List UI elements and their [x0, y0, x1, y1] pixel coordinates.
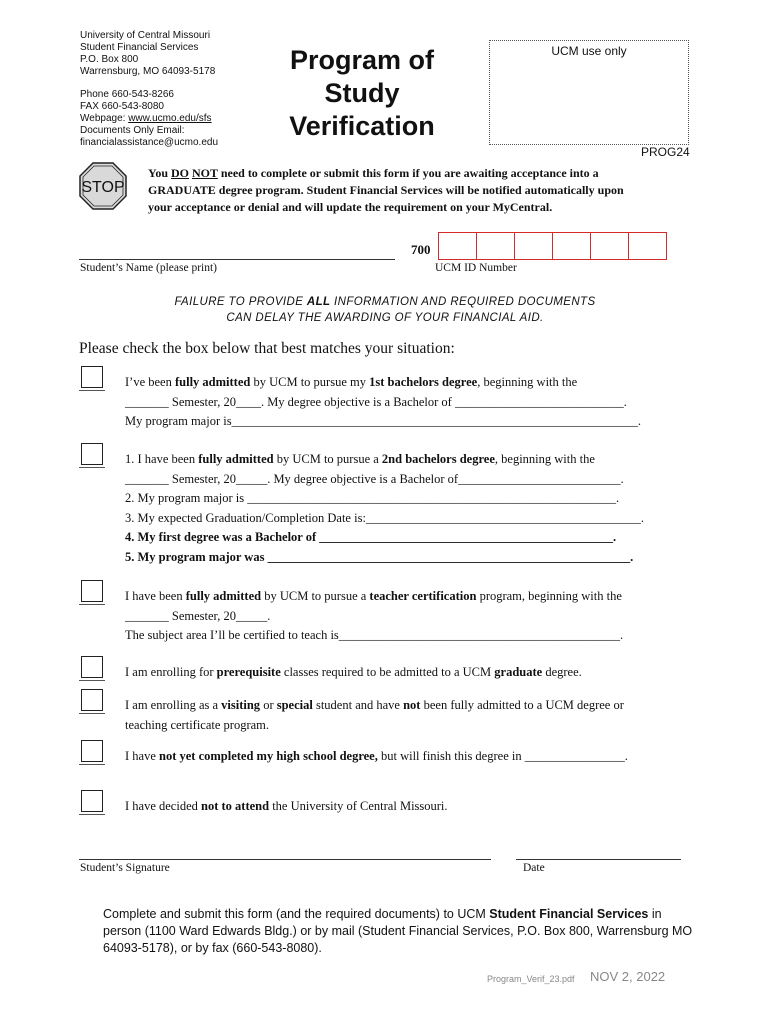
address-line: Student Financial Services — [80, 42, 199, 53]
submission-instructions: Complete and submit this form (and the required documents) to UCM Student Financial Services in person (1100 Ward Edwards Bldg.) or by mail (Student Financial Services, P.O. Box 800, Warrensburg MO 64093-5178), or by fax (660-543-8080). — [103, 907, 693, 955]
address-line: Warrensburg, MO 64093-5178 — [80, 66, 216, 77]
stop-notice: You DO NOT need to complete or submit this form if you are awaiting acceptance into a GRADUATE degree program. Student Financial Services will be notified automatically upon your acceptance or denial and will update the requirement on your MyCentral. — [148, 166, 624, 214]
checkbox-teacher-certification[interactable] — [81, 580, 103, 602]
id-digit-cell[interactable] — [515, 233, 553, 259]
option-teacher-certification: I have been fully admitted by UCM to pursue a teacher certification program, beginning with the _______ Semester, 20_____. The subject area I’ll be certified to teach is_____________________________________________. — [125, 589, 624, 642]
id-digit-cell[interactable] — [629, 233, 666, 259]
checkbox-prerequisite[interactable] — [81, 656, 103, 678]
option-first-bachelors: I’ve been fully admitted by UCM to pursue my 1st bachelors degree, beginning with the _______ Semester, 20____. My degree objective is a Bachelor of ___________________________. My program major is_________________________________________________________________. — [125, 375, 641, 428]
checkbox-baseline — [79, 604, 105, 605]
file-name: Program_Verif_23.pdf — [487, 974, 575, 984]
signature-field[interactable] — [79, 859, 491, 860]
id-digit-cell[interactable] — [477, 233, 515, 259]
checkbox-not-attending[interactable] — [81, 790, 103, 812]
option-not-attending: I have decided not to attend the University of Central Missouri. — [125, 799, 448, 813]
checkbox-baseline — [79, 467, 105, 468]
ucm-use-only-box — [489, 40, 689, 145]
checkbox-baseline — [79, 390, 105, 391]
checkbox-visiting-special[interactable] — [81, 689, 103, 711]
email[interactable]: financialassistance@ucmo.edu — [80, 137, 219, 148]
documents-email-label: Documents Only Email: — [80, 125, 185, 136]
address-line: University of Central Missouri — [80, 30, 211, 41]
option-high-school: I have not yet completed my high school degree, but will finish this degree in ________________. — [125, 749, 628, 763]
form-code: PROG24 — [641, 145, 690, 159]
contact-info — [80, 30, 218, 149]
option-visiting-special: I am enrolling as a visiting or special student and have not been fully admitted to a UCM degree or teaching certificate program. — [125, 698, 624, 732]
id-digit-cell[interactable] — [553, 233, 591, 259]
id-digit-cell[interactable] — [591, 233, 629, 259]
id-digit-cell[interactable] — [439, 233, 477, 259]
checkbox-second-bachelors[interactable] — [81, 443, 103, 465]
checkbox-high-school[interactable] — [81, 740, 103, 762]
checkbox-first-bachelors[interactable] — [81, 366, 103, 388]
revision-date: NOV 2, 2022 — [590, 969, 666, 984]
stop-sign-icon — [79, 162, 127, 210]
student-name-label: Student’s Name (please print) — [80, 262, 218, 274]
date-field[interactable] — [516, 859, 681, 860]
student-name-field[interactable] — [79, 259, 395, 260]
checkbox-baseline — [79, 680, 105, 681]
page-title: Program of Study Verification — [289, 45, 435, 141]
ucm-id-label: UCM ID Number — [435, 262, 517, 274]
id-prefix: 700 — [411, 242, 431, 257]
checkbox-baseline — [79, 713, 105, 714]
instructions-prompt: Please check the box below that best matches your situation: — [79, 340, 455, 357]
signature-label: Student’s Signature — [80, 862, 170, 874]
fax: FAX 660-543-8080 — [80, 101, 164, 112]
ucm-use-only-label: UCM use only — [551, 44, 627, 58]
option-prerequisite: I am enrolling for prerequisite classes required to be admitted to a UCM graduate degree. — [125, 665, 582, 679]
warning-notice: FAILURE TO PROVIDE ALL INFORMATION AND REQUIRED DOCUMENTS CAN DELAY THE AWARDING OF YOUR FINANCIAL AID. — [174, 296, 596, 324]
svg-text:STOP: STOP — [81, 179, 125, 196]
address-line: P.O. Box 800 — [80, 54, 139, 65]
date-label: Date — [523, 862, 545, 874]
checkbox-baseline — [79, 814, 105, 815]
webpage-link[interactable]: www.ucmo.edu/sfs — [128, 113, 212, 124]
ucm-id-input[interactable] — [438, 232, 667, 260]
option-second-bachelors: 1. I have been fully admitted by UCM to pursue a 2nd bachelors degree, beginning with the _______ Semester, 20_____. My degree objective is a Bachelor of__________________________. 2. My program major is ___________________________________________________________. 3. My expected Graduation/Completion Date is:____________________________________________. 4. My first degree was a Bachelor of _______________________________________________. 5. My program major was __________________________________________________________. — [125, 452, 645, 564]
webpage: Webpage: www.ucmo.edu/sfs — [80, 113, 212, 124]
checkbox-baseline — [79, 764, 105, 765]
phone: Phone 660-543-8266 — [80, 89, 174, 100]
